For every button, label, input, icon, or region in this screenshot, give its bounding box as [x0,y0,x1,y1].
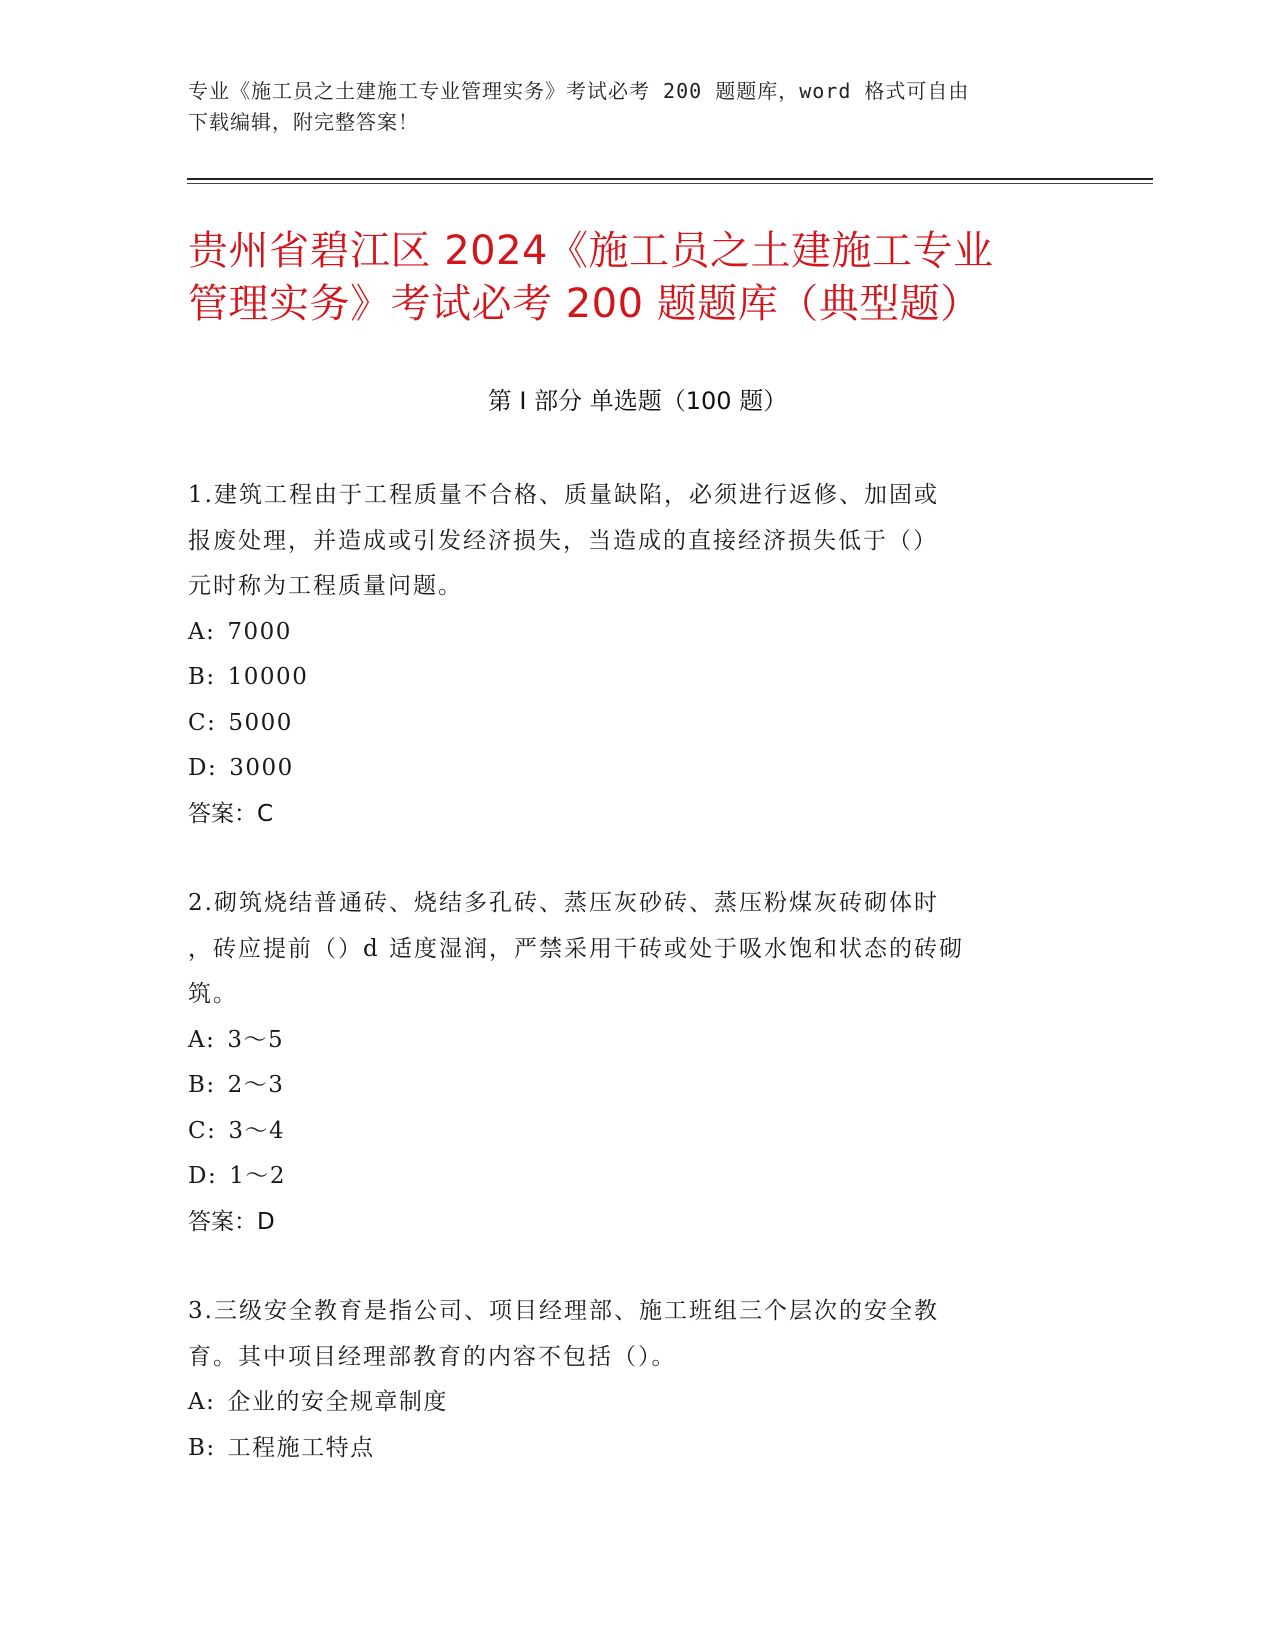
option-text: 1～2 [229,1163,286,1189]
question-stem-line: 2.砌筑烧结普通砖、烧结多孔砖、蒸压灰砂砖、蒸压粉煤灰砖砌体时 [188,890,939,916]
answer: 答案：D [188,1208,275,1235]
option-b [188,655,1078,701]
header-note-line-1: 专业《施工员之土建施工专业管理实务》考试必考 200 题题库，word 格式可自由 [188,79,970,103]
header-divider-thin [187,183,1153,184]
question-stem-line: 3.三级安全教育是指公司、项目经理部、施工班组三个层次的安全教 [188,1298,939,1324]
option-label: B: [188,1072,216,1098]
option-label: C: [188,1117,217,1144]
option-text: 5000 [228,709,293,736]
option-label: D: [188,755,218,781]
option-label: C: [188,709,217,736]
option-text: 3～5 [227,1026,285,1053]
answer: 答案：C [188,800,274,827]
document-title-line-2: 管理实务》考试必考 200 题题库（典型题） [188,281,981,327]
document-title-line-1: 贵州省碧江区 2024《施工员之土建施工专业 [188,228,994,274]
option-c [188,701,1078,747]
option-text: 3～4 [228,1117,286,1144]
option-text: 10000 [227,664,309,690]
option-d [188,746,1078,792]
option-text: 3000 [229,755,294,781]
option-label: A: [188,1389,216,1415]
question-list [188,473,1078,1515]
question-2 [188,881,1078,1245]
header-divider-thick [187,178,1153,180]
option-label: B: [188,1434,216,1461]
option-label: A: [188,1026,216,1053]
header-note [188,76,1068,138]
option-text: 工程施工特点 [227,1434,375,1461]
question-stem [188,1289,1078,1380]
option-text: 7000 [227,618,292,645]
question-stem-line: 育。其中项目经理部教育的内容不包括（）。 [188,1343,677,1370]
option-label: D: [188,1163,218,1189]
option-a [188,1380,1078,1426]
option-a [188,1018,1078,1064]
question-3 [188,1289,1078,1471]
option-label: A: [188,618,216,645]
header-note-line-2: 下载编辑，附完整答案！ [188,110,419,134]
option-a [188,610,1078,656]
question-1 [188,473,1078,837]
question-stem-line: 报废处理，并造成或引发经济损失，当造成的直接经济损失低于（） [188,527,938,554]
option-b [188,1426,1078,1472]
question-stem-line: 筑。 [188,981,238,1007]
document-title [188,225,1088,331]
option-d [188,1154,1078,1200]
section-heading: 第 I 部分 单选题（100 题） [487,387,788,415]
option-c [188,1109,1078,1155]
option-label: B: [188,664,216,690]
option-text: 2～3 [227,1072,285,1098]
option-text: 企业的安全规章制度 [227,1389,448,1415]
question-stem-line: 元时称为工程质量问题。 [188,573,463,599]
question-stem-line: ，砖应提前（）d 适度湿润，严禁采用干砖或处于吸水饱和状态的砖砌 [188,935,965,962]
question-stem [188,881,1078,1018]
question-stem [188,473,1078,610]
option-b [188,1063,1078,1109]
question-stem-line: 1.建筑工程由于工程质量不合格、质量缺陷，必须进行返修、加固或 [188,482,939,508]
